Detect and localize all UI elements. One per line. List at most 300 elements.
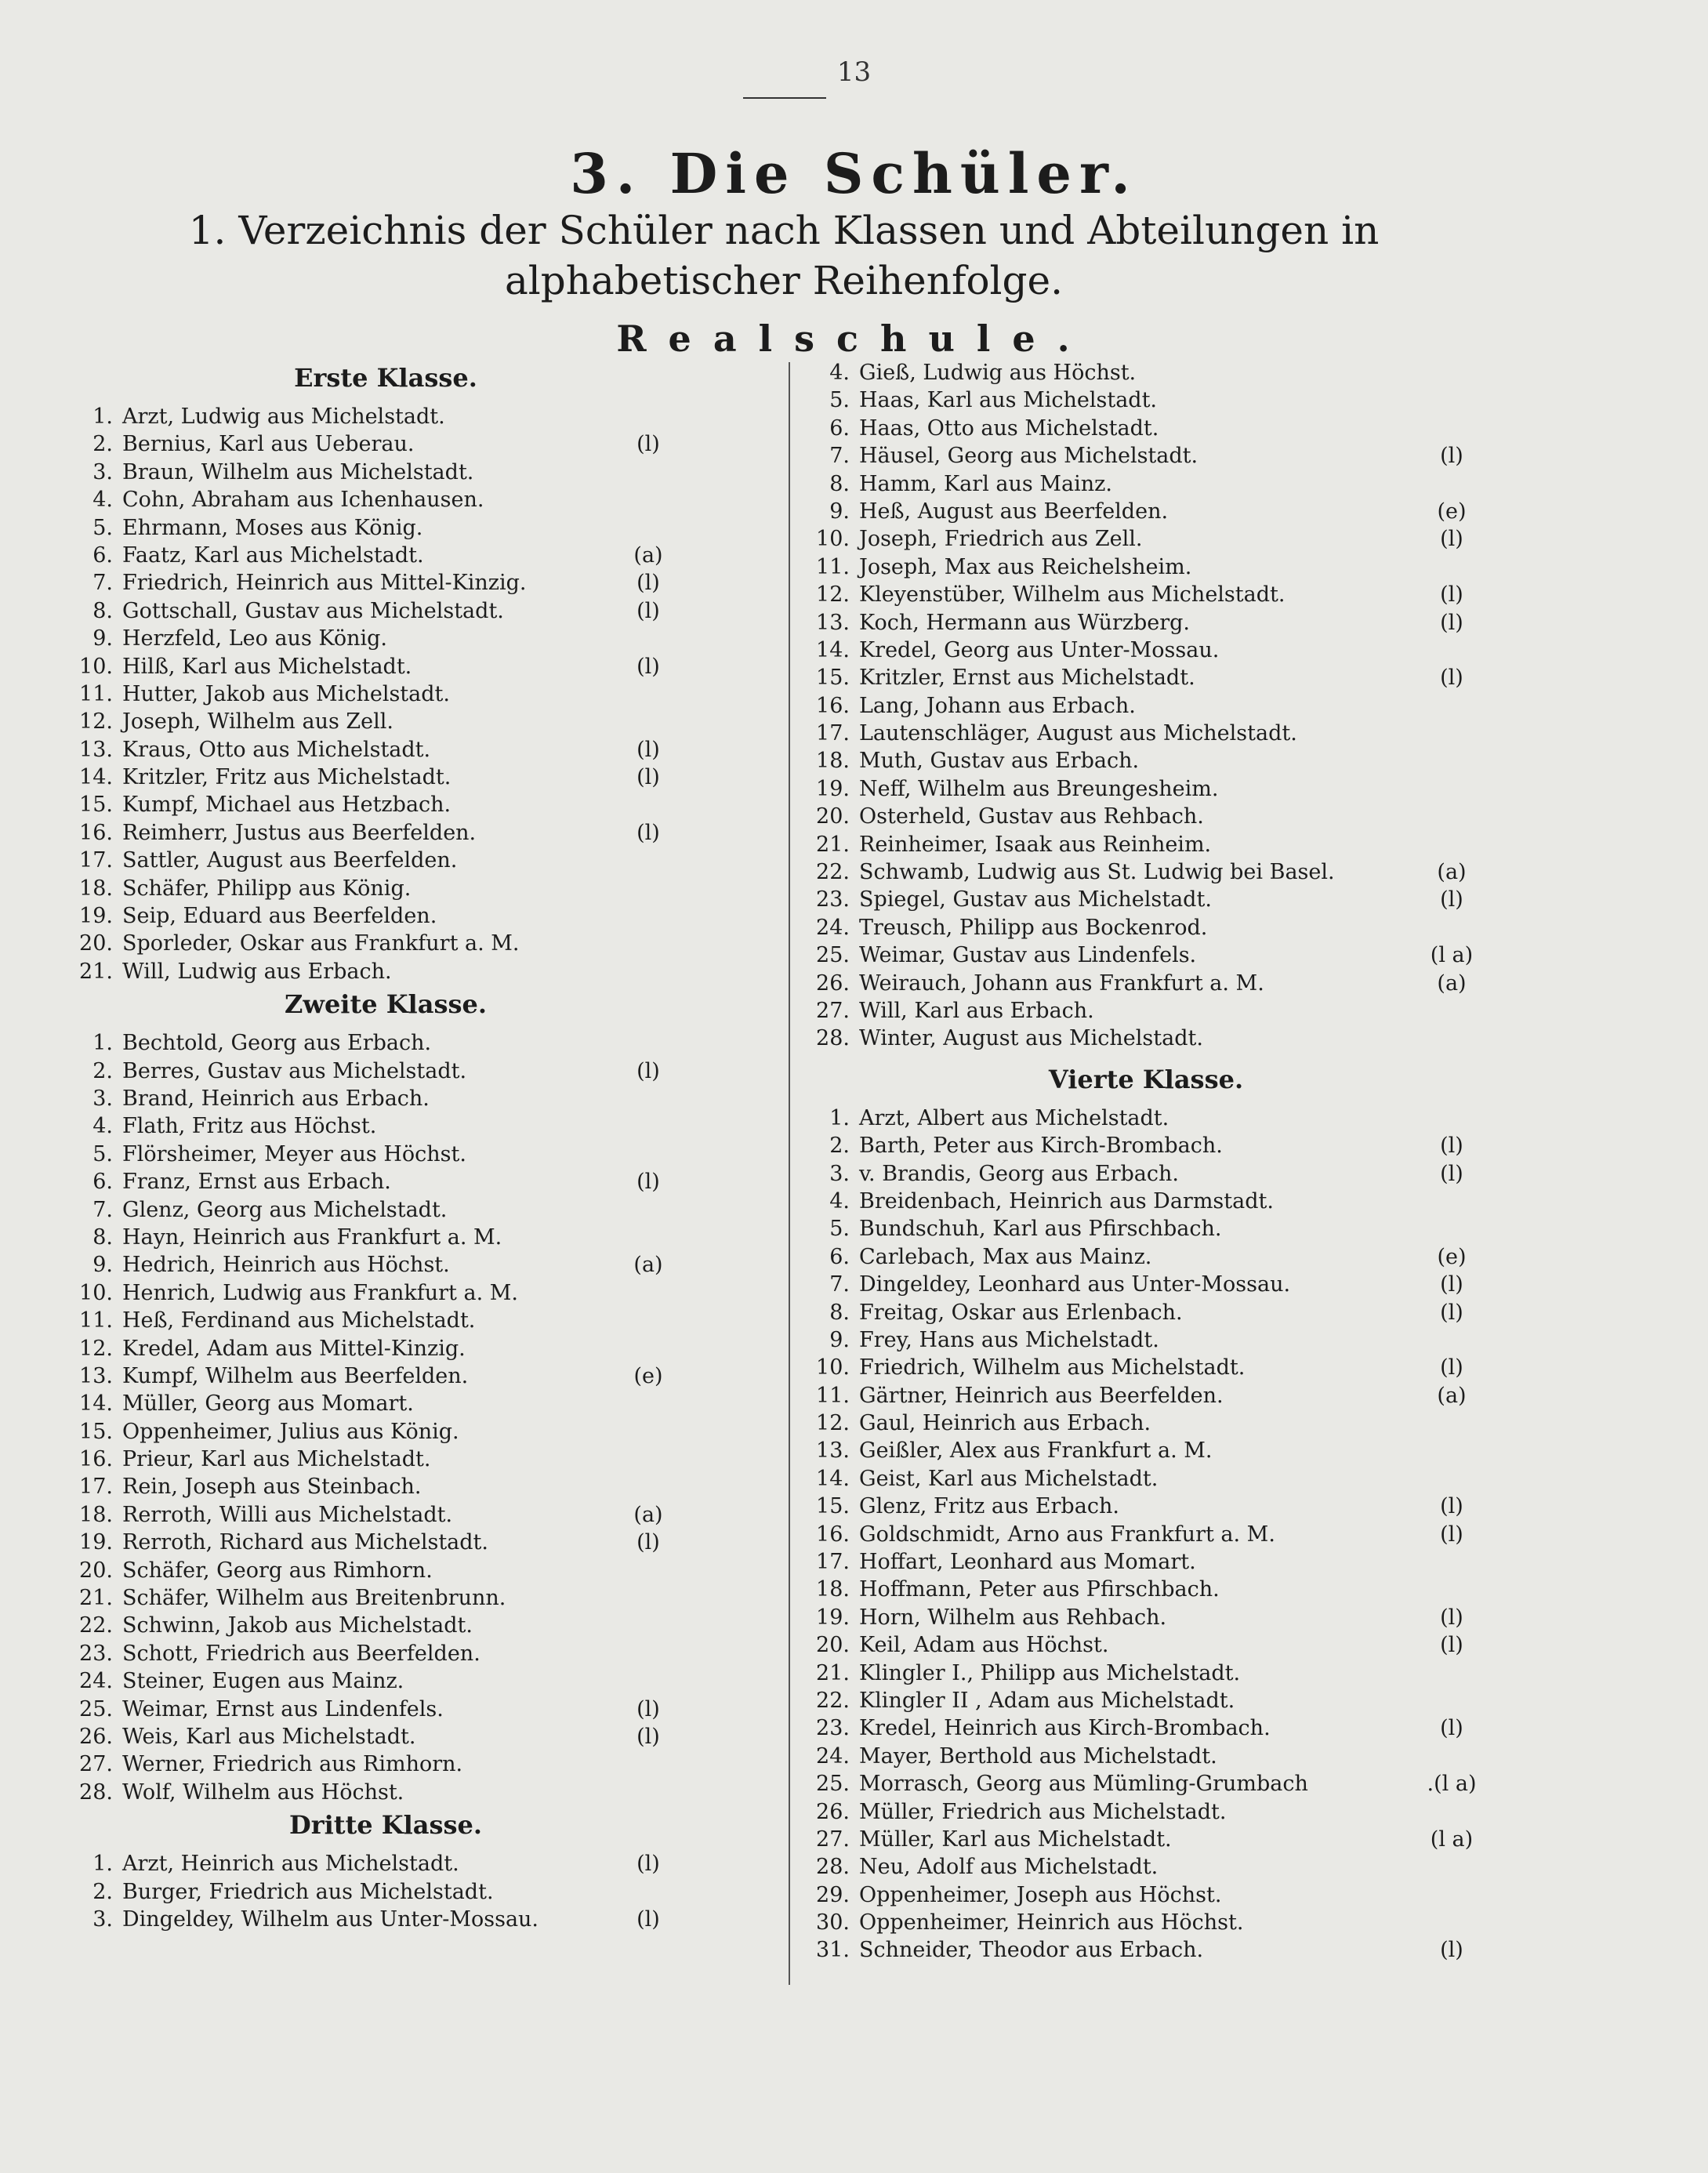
- entry-number: 15.: [816, 666, 850, 691]
- entry-number: 13.: [816, 1438, 850, 1464]
- student-entry: [72, 1878, 699, 1906]
- student-entry: [72, 1584, 699, 1612]
- entry-number: 2.: [92, 1058, 113, 1083]
- entry-mark: (l): [1440, 610, 1463, 635]
- student-name: Schneider, Theodor aus Erbach.: [859, 1938, 1204, 1963]
- student-entry: [809, 1243, 1483, 1271]
- student-name: Steiner, Eugen aus Mainz.: [122, 1669, 404, 1694]
- entry-mark: [1420, 637, 1483, 664]
- student-entry: [72, 1750, 699, 1778]
- entry-number: 12.: [79, 1336, 113, 1361]
- student-name: Schäfer, Georg aus Rimhorn.: [122, 1558, 433, 1583]
- entry-number: 20.: [816, 804, 850, 829]
- entry-mark: [597, 1085, 699, 1112]
- student-name: Ehrmann, Moses aus König.: [122, 515, 423, 540]
- entry-mark: [597, 1196, 699, 1224]
- student-name: Hilß, Karl aus Michelstadt.: [122, 654, 412, 679]
- entry-number: 17.: [79, 848, 113, 873]
- student-entry: [72, 1723, 699, 1750]
- entry-number: 6.: [92, 1170, 113, 1195]
- entry-number: 28.: [816, 1026, 850, 1051]
- student-entry: [72, 1779, 699, 1806]
- student-name: Morrasch, Georg aus Mümling-Grumbach: [859, 1772, 1308, 1797]
- column-divider: [789, 362, 790, 1985]
- student-name: Neff, Wilhelm aus Breungesheim.: [859, 776, 1219, 801]
- student-name: Hoffart, Leonhard aus Momart.: [859, 1550, 1196, 1575]
- entry-mark: [1420, 803, 1483, 830]
- entry-mark: (l): [636, 432, 660, 457]
- student-name: Prieur, Karl aus Michelstadt.: [122, 1447, 431, 1472]
- student-entry: [809, 525, 1483, 553]
- student-name: Neu, Adolf aus Michelstadt.: [859, 1855, 1159, 1880]
- student-entry: [809, 1326, 1483, 1354]
- student-entry: [72, 597, 699, 625]
- entry-mark: [597, 1667, 699, 1695]
- entry-mark: [1420, 1798, 1483, 1826]
- student-name: Frey, Hans aus Michelstadt.: [859, 1327, 1159, 1352]
- entry-number: 13.: [79, 737, 113, 762]
- entry-number: 31.: [816, 1938, 850, 1963]
- entry-mark: [597, 1390, 699, 1417]
- entry-mark: [1420, 1660, 1483, 1687]
- student-entry: [72, 1529, 699, 1556]
- student-entry: [72, 403, 699, 430]
- entry-number: 17.: [816, 1550, 850, 1575]
- student-entry: [809, 1604, 1483, 1631]
- entry-number: 24.: [79, 1669, 113, 1694]
- entry-number: 2.: [829, 1134, 850, 1159]
- entry-mark: (l): [636, 1530, 660, 1555]
- entry-mark: (l): [1440, 1633, 1463, 1658]
- entry-mark: [1420, 1548, 1483, 1576]
- student-entry: [72, 653, 699, 680]
- entry-mark: [1420, 1437, 1483, 1464]
- student-name: Seip, Eduard aus Beerfelden.: [122, 904, 437, 929]
- student-name: Gärtner, Heinrich aus Beerfelden.: [859, 1383, 1224, 1408]
- entry-mark: [597, 1224, 699, 1251]
- student-entry: [72, 569, 699, 597]
- entry-number: 10.: [816, 1355, 850, 1380]
- student-name: Friedrich, Wilhelm aus Michelstadt.: [859, 1355, 1246, 1380]
- student-entry: [809, 692, 1483, 720]
- student-name: Reimherr, Justus aus Beerfelden.: [122, 820, 477, 845]
- student-name: Hamm, Karl aus Mainz.: [859, 471, 1112, 496]
- entry-mark: (l): [1440, 887, 1463, 912]
- entry-number: 12.: [816, 1411, 850, 1436]
- student-entry: [72, 1362, 699, 1390]
- student-name: Henrich, Ludwig aus Frankfurt a. M.: [122, 1280, 518, 1305]
- page-number: 13: [836, 56, 872, 88]
- student-entry: [72, 819, 699, 847]
- entry-mark: (a): [633, 1502, 663, 1527]
- entry-mark: (a): [633, 1253, 663, 1278]
- entry-number: 11.: [79, 1308, 113, 1333]
- student-name: Keil, Adam aus Höchst.: [859, 1633, 1109, 1658]
- student-name: Berres, Gustav aus Michelstadt.: [122, 1058, 467, 1083]
- student-entry: [72, 875, 699, 902]
- entry-mark: [597, 902, 699, 930]
- student-entry: [809, 386, 1483, 414]
- entry-number: 11.: [816, 554, 850, 579]
- student-name: Lautenschläger, August aus Michelstadt.: [859, 721, 1297, 746]
- student-entry: [72, 1168, 699, 1195]
- list-subheading: 1. Verzeichnis der Schüler nach Klassen und Abteilungen in alphabetischer Reihenfolge.: [188, 208, 1380, 303]
- student-name: Arzt, Ludwig aus Michelstadt.: [122, 404, 445, 429]
- entry-mark: (l a): [1430, 943, 1474, 968]
- entry-mark: [1420, 1105, 1483, 1132]
- student-entry: [72, 1085, 699, 1112]
- entry-mark: [1420, 359, 1483, 386]
- entry-mark: [1420, 1188, 1483, 1215]
- student-name: Hedrich, Heinrich aus Höchst.: [122, 1253, 450, 1278]
- left-column: [72, 359, 699, 1933]
- entry-mark: (a): [1437, 970, 1467, 996]
- entry-mark: [1420, 914, 1483, 941]
- student-name: Carlebach, Max aus Mainz.: [859, 1244, 1152, 1269]
- entry-mark: [597, 459, 699, 486]
- student-name: Schott, Friedrich aus Beerfelden.: [122, 1641, 480, 1666]
- entry-mark: [1420, 1409, 1483, 1437]
- student-name: Friedrich, Heinrich aus Mittel-Kinzig.: [122, 571, 527, 596]
- entry-number: 22.: [816, 860, 850, 885]
- student-name: Kredel, Adam aus Mittel-Kinzig.: [122, 1336, 466, 1361]
- student-entry: [72, 902, 699, 930]
- student-name: Joseph, Wilhelm aus Zell.: [122, 709, 394, 735]
- entry-number: 17.: [816, 721, 850, 746]
- student-entry: [809, 1409, 1483, 1437]
- student-name: Bechtold, Georg aus Erbach.: [122, 1031, 432, 1056]
- student-name: Schwamb, Ludwig aus St. Ludwig bei Basel.: [859, 860, 1335, 885]
- student-entry: [809, 442, 1483, 470]
- student-name: Herzfeld, Leo aus König.: [122, 626, 387, 651]
- entry-mark: (a): [1437, 1383, 1467, 1408]
- entry-number: 4.: [829, 1188, 850, 1213]
- student-entry: [72, 791, 699, 818]
- student-entry: [72, 1112, 699, 1140]
- entry-number: 8.: [829, 471, 850, 496]
- student-name: Glenz, Fritz aus Erbach.: [859, 1494, 1119, 1519]
- student-entry: [72, 1251, 699, 1279]
- entry-mark: [597, 1112, 699, 1140]
- entry-mark: (l): [1440, 444, 1463, 469]
- student-entry: [72, 459, 699, 486]
- entry-mark: (l): [1440, 1522, 1463, 1547]
- entry-mark: [597, 1446, 699, 1473]
- student-entry: [72, 1057, 699, 1085]
- student-entry: [72, 930, 699, 957]
- student-name: Gaul, Heinrich aus Erbach.: [859, 1411, 1151, 1436]
- entry-mark: (a): [1437, 860, 1467, 885]
- student-entry: [72, 1850, 699, 1877]
- entry-mark: [1420, 1326, 1483, 1354]
- entry-number: 19.: [79, 1530, 113, 1555]
- entry-mark: [597, 708, 699, 735]
- student-name: Rein, Joseph aus Steinbach.: [122, 1475, 422, 1500]
- student-entry: [809, 1743, 1483, 1770]
- entry-mark: [1420, 692, 1483, 720]
- student-entry: [809, 1826, 1483, 1853]
- entry-number: 15.: [79, 793, 113, 818]
- entry-number: 16.: [79, 820, 113, 845]
- entry-mark: [597, 1878, 699, 1906]
- student-entry: [809, 1521, 1483, 1548]
- student-entry: [809, 1660, 1483, 1687]
- entry-number: 1.: [92, 404, 113, 429]
- student-entry: [809, 886, 1483, 913]
- student-name: Sattler, August aus Beerfelden.: [122, 848, 458, 873]
- student-entry: [72, 1640, 699, 1667]
- student-entry: [809, 1798, 1483, 1826]
- student-entry: [72, 1906, 699, 1933]
- student-entry: [72, 1141, 699, 1168]
- entry-mark: (e): [633, 1363, 663, 1388]
- entry-number: 10.: [79, 1280, 113, 1305]
- entry-number: 8.: [92, 598, 113, 623]
- student-name: Cohn, Abraham aus Ichenhausen.: [122, 488, 484, 513]
- entry-number: 18.: [79, 1502, 113, 1527]
- student-entry: [72, 1667, 699, 1695]
- entry-mark: (l): [1440, 1272, 1463, 1297]
- entry-number: 20.: [816, 1633, 850, 1658]
- entry-number: 15.: [816, 1494, 850, 1519]
- student-name: Treusch, Philipp aus Bockenrod.: [859, 915, 1208, 940]
- entry-number: 11.: [79, 681, 113, 706]
- student-name: Müller, Friedrich aus Michelstadt.: [859, 1799, 1227, 1824]
- entry-number: 6.: [829, 415, 850, 441]
- entry-mark: [1420, 553, 1483, 581]
- section-heading: 3. Die Schüler.: [570, 141, 1138, 206]
- student-entry: [72, 1029, 699, 1057]
- student-name: Kritzler, Fritz aus Michelstadt.: [122, 765, 451, 790]
- student-entry: [72, 1335, 699, 1362]
- student-entry: [809, 553, 1483, 581]
- student-entry: [72, 847, 699, 874]
- entry-number: 10.: [816, 527, 850, 552]
- entry-number: 4.: [92, 488, 113, 513]
- entry-mark: [597, 875, 699, 902]
- entry-mark: [1420, 997, 1483, 1025]
- entry-mark: [1420, 747, 1483, 775]
- entry-number: 6.: [92, 542, 113, 568]
- student-name: Goldschmidt, Arno aus Frankfurt a. M.: [859, 1522, 1275, 1547]
- student-entry: [72, 1418, 699, 1446]
- student-name: Will, Karl aus Erbach.: [859, 998, 1094, 1023]
- entry-number: 27.: [79, 1752, 113, 1777]
- entry-mark: (l): [636, 737, 660, 762]
- entry-mark: [597, 625, 699, 652]
- entry-number: 4.: [92, 1114, 113, 1139]
- student-name: Braun, Wilhelm aus Michelstadt.: [122, 459, 474, 484]
- student-name: Hutter, Jakob aus Michelstadt.: [122, 681, 450, 706]
- entry-number: 21.: [816, 1660, 850, 1685]
- entry-mark: (e): [1437, 499, 1467, 524]
- student-name: Kredel, Georg aus Unter-Mossau.: [859, 637, 1220, 662]
- entry-mark: [597, 1640, 699, 1667]
- entry-number: 5.: [829, 388, 850, 413]
- student-name: Spiegel, Gustav aus Michelstadt.: [859, 887, 1212, 912]
- student-name: Heß, August aus Beerfelden.: [859, 499, 1169, 524]
- entry-number: 23.: [816, 1716, 850, 1741]
- student-name: Burger, Friedrich aus Michelstadt.: [122, 1879, 494, 1904]
- page-number-rule: [743, 97, 826, 99]
- student-name: Weimar, Ernst aus Lindenfels.: [122, 1696, 444, 1721]
- entry-number: 25.: [816, 1772, 850, 1797]
- entry-number: 1.: [92, 1852, 113, 1877]
- student-entry: [809, 1770, 1483, 1798]
- student-entry: [809, 1714, 1483, 1742]
- student-name: Oppenheimer, Joseph aus Höchst.: [859, 1882, 1222, 1907]
- entry-mark: (e): [1437, 1244, 1467, 1269]
- student-name: Freitag, Oskar aus Erlenbach.: [859, 1300, 1183, 1325]
- entry-number: 5.: [92, 515, 113, 540]
- entry-mark: (l): [1440, 1134, 1463, 1159]
- entry-number: 16.: [79, 1447, 113, 1472]
- student-name: Will, Ludwig aus Erbach.: [122, 959, 392, 984]
- student-entry: [809, 1853, 1483, 1881]
- entry-mark: [1420, 1576, 1483, 1603]
- entry-mark: [1420, 1909, 1483, 1936]
- entry-mark: [597, 1473, 699, 1500]
- entry-mark: [1420, 386, 1483, 414]
- student-name: Haas, Karl aus Michelstadt.: [859, 388, 1158, 413]
- entry-number: 26.: [816, 970, 850, 996]
- student-name: Kleyenstüber, Wilhelm aus Michelstadt.: [859, 582, 1286, 608]
- entry-mark: (l a): [1430, 1827, 1474, 1852]
- entry-number: 9.: [829, 1327, 850, 1352]
- student-name: Kumpf, Wilhelm aus Beerfelden.: [122, 1363, 469, 1388]
- entry-number: 1.: [92, 1031, 113, 1056]
- student-entry: [72, 1196, 699, 1224]
- entry-mark: [597, 847, 699, 874]
- entry-number: 24.: [816, 1743, 850, 1769]
- entry-mark: (l): [1440, 582, 1463, 608]
- entry-number: 22.: [79, 1613, 113, 1638]
- entry-mark: [597, 1141, 699, 1168]
- entry-number: 19.: [816, 1605, 850, 1630]
- entry-number: 19.: [816, 776, 850, 801]
- student-name: Glenz, Georg aus Michelstadt.: [122, 1197, 448, 1222]
- student-entry: [809, 1132, 1483, 1159]
- class-title: Dritte Klasse.: [288, 1810, 483, 1841]
- entry-number: 14.: [816, 1466, 850, 1491]
- entry-mark: (l): [636, 571, 660, 596]
- student-name: Flath, Fritz aus Höchst.: [122, 1114, 377, 1139]
- entry-mark: [1420, 470, 1483, 498]
- entry-number: 7.: [92, 571, 113, 596]
- entry-number: 14.: [79, 765, 113, 790]
- student-name: Dingeldey, Leonhard aus Unter-Mossau.: [859, 1272, 1291, 1297]
- entry-mark: [597, 1307, 699, 1334]
- student-name: v. Brandis, Georg aus Erbach.: [859, 1161, 1179, 1186]
- student-name: Weis, Karl aus Michelstadt.: [122, 1724, 416, 1749]
- entry-number: 30.: [816, 1910, 850, 1935]
- student-entry: [809, 1160, 1483, 1188]
- entry-number: 8.: [829, 1300, 850, 1325]
- student-name: Kredel, Heinrich aus Kirch-Brombach.: [859, 1716, 1271, 1741]
- student-entry: [809, 1437, 1483, 1464]
- student-name: Weimar, Gustav aus Lindenfels.: [859, 943, 1197, 968]
- student-entry: [809, 609, 1483, 637]
- student-name: Horn, Wilhelm aus Rehbach.: [859, 1605, 1167, 1630]
- entry-number: 3.: [92, 1086, 113, 1111]
- entry-number: 16.: [816, 693, 850, 718]
- entry-mark: (l): [636, 598, 660, 623]
- entry-number: 16.: [816, 1522, 850, 1547]
- student-entry: [809, 470, 1483, 498]
- student-name: Schäfer, Wilhelm aus Breitenbrunn.: [122, 1586, 506, 1611]
- entry-number: 7.: [829, 444, 850, 469]
- student-entry: [809, 997, 1483, 1025]
- student-entry: [72, 1307, 699, 1334]
- entry-mark: (l): [1440, 527, 1463, 552]
- entry-mark: [597, 930, 699, 957]
- student-entry: [72, 764, 699, 791]
- student-entry: [809, 1382, 1483, 1409]
- entry-mark: (l): [1440, 666, 1463, 691]
- student-entry: [72, 625, 699, 652]
- entry-number: 5.: [92, 1141, 113, 1166]
- student-name: Hayn, Heinrich aus Frankfurt a. M.: [122, 1224, 502, 1250]
- entry-number: 2.: [92, 432, 113, 457]
- entry-number: 26.: [79, 1724, 113, 1749]
- entry-number: 24.: [816, 915, 850, 940]
- entry-number: 3.: [92, 1906, 113, 1932]
- entry-mark: [597, 1279, 699, 1307]
- student-entry: [809, 359, 1483, 386]
- entry-number: 19.: [79, 904, 113, 929]
- student-name: Schäfer, Philipp aus König.: [122, 876, 412, 901]
- entry-number: 7.: [92, 1197, 113, 1222]
- student-name: Kraus, Otto aus Michelstadt.: [122, 737, 431, 762]
- student-entry: [809, 1271, 1483, 1298]
- student-name: Breidenbach, Heinrich aus Darmstadt.: [859, 1188, 1274, 1213]
- entry-number: 29.: [816, 1882, 850, 1907]
- student-entry: [72, 514, 699, 542]
- entry-number: 6.: [829, 1244, 850, 1269]
- entry-number: 18.: [79, 876, 113, 901]
- student-name: Heß, Ferdinand aus Michelstadt.: [122, 1308, 476, 1333]
- student-entry: [809, 1465, 1483, 1493]
- student-entry: [72, 1612, 699, 1639]
- entry-mark: (l): [1440, 1355, 1463, 1380]
- entry-number: 8.: [92, 1224, 113, 1250]
- student-entry: [809, 747, 1483, 775]
- entry-mark: [1420, 1743, 1483, 1770]
- entry-mark: [597, 1612, 699, 1639]
- entry-number: 13.: [816, 610, 850, 635]
- student-entry: [72, 486, 699, 513]
- entry-number: 21.: [79, 959, 113, 984]
- entry-number: 1.: [829, 1105, 850, 1130]
- entry-mark: [1420, 1465, 1483, 1493]
- student-name: Flörsheimer, Meyer aus Höchst.: [122, 1141, 466, 1166]
- entry-mark: .(l a): [1427, 1772, 1477, 1797]
- entry-number: 13.: [79, 1363, 113, 1388]
- student-name: Mayer, Berthold aus Michelstadt.: [859, 1743, 1217, 1769]
- entry-number: 9.: [829, 499, 850, 524]
- entry-number: 14.: [816, 637, 850, 662]
- student-entry: [72, 958, 699, 985]
- entry-number: 23.: [816, 887, 850, 912]
- right-column: [809, 359, 1483, 1964]
- student-name: Koch, Hermann aus Würzberg.: [859, 610, 1191, 635]
- student-name: Sporleder, Oskar aus Frankfurt a. M.: [122, 931, 520, 956]
- entry-mark: [597, 1557, 699, 1584]
- entry-number: 20.: [79, 1558, 113, 1583]
- student-entry: [809, 1881, 1483, 1909]
- student-entry: [809, 970, 1483, 997]
- entry-number: 5.: [829, 1217, 850, 1242]
